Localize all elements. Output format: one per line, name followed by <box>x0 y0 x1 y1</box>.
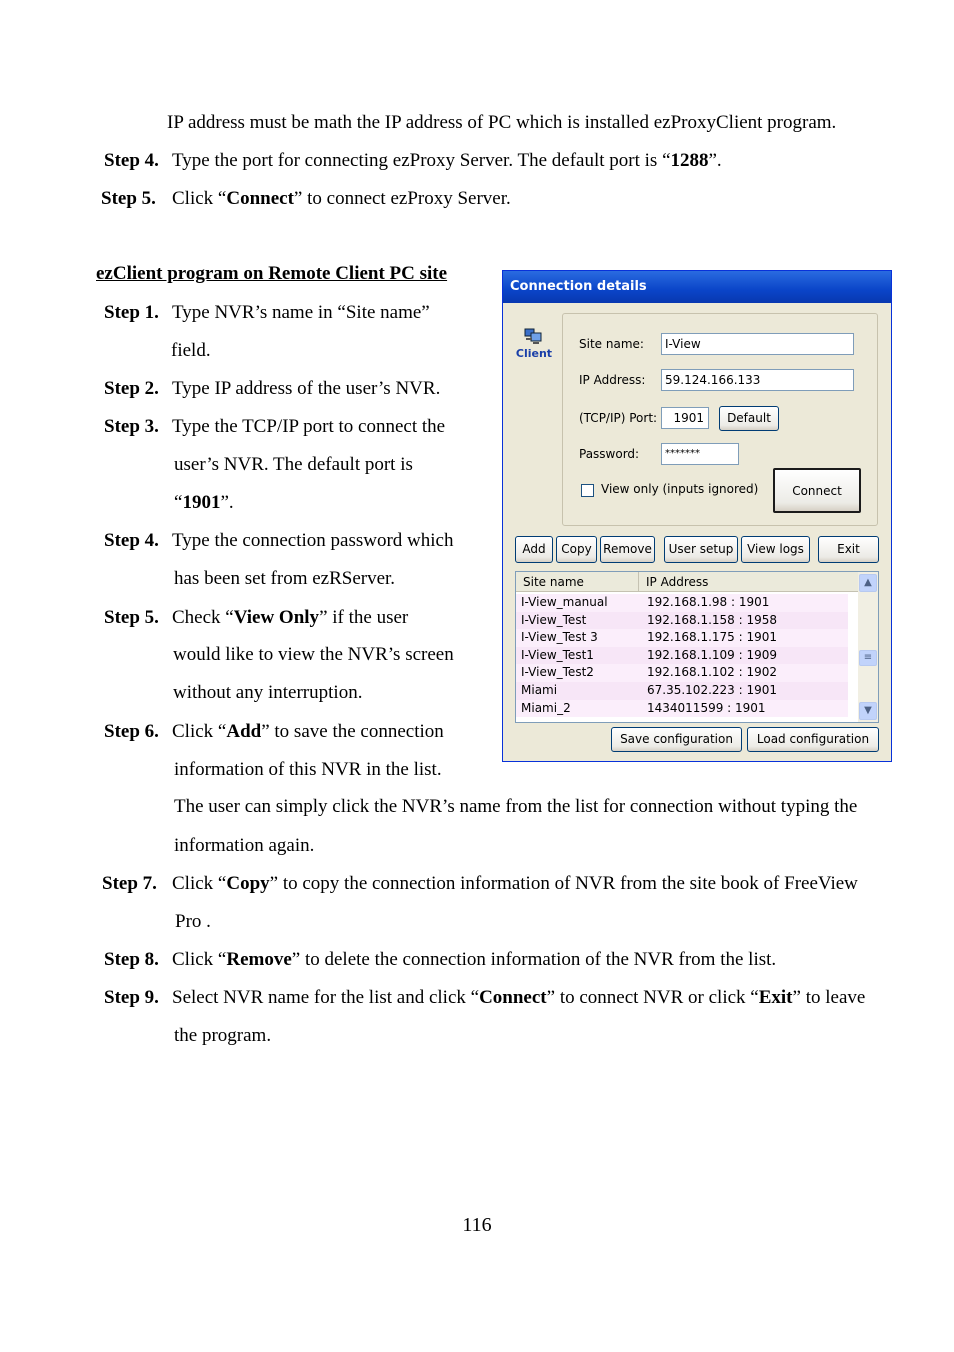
step-label: Step 9. <box>104 987 159 1008</box>
connect-button[interactable]: Connect <box>773 468 861 513</box>
ip-address-cell: 192.168.1.102 : 1902 <box>647 665 778 680</box>
text-line: information of this NVR in the list. <box>174 759 442 780</box>
client-label: Client <box>515 347 553 360</box>
step-label: Step 5. <box>101 188 156 209</box>
step-label: Step 8. <box>104 949 159 970</box>
table-row[interactable] <box>516 682 848 700</box>
text-line: Type NVR’s name in “Site name” <box>172 302 430 323</box>
text-line: IP address must be math the IP address of PC which is installed ezProxyClient program. <box>167 112 837 133</box>
text-line: the program. <box>174 1025 272 1046</box>
ip-address-cell: 67.35.102.223 : 1901 <box>647 683 778 697</box>
text-line: Pro . <box>175 911 211 932</box>
text-line: Click “Remove” to delete the connection information of the NVR from the list. <box>172 949 777 970</box>
text-line: Click “Connect” to connect ezProxy Server. <box>172 188 511 209</box>
copy-button[interactable]: Copy <box>556 536 597 563</box>
text-line: Type the TCP/IP port to connect the <box>172 416 446 437</box>
text-line: Click “Add” to save the connection <box>172 721 444 742</box>
remove-button[interactable]: Remove <box>600 536 655 563</box>
text-line: user’s NVR. The default port is <box>174 454 413 475</box>
text-line: information again. <box>174 835 315 856</box>
table-row[interactable] <box>516 612 848 630</box>
scroll-thumb[interactable]: ≡ <box>859 650 877 666</box>
step-label: Step 5. <box>104 607 159 628</box>
step-label: Step 7. <box>102 873 157 894</box>
view-logs-button[interactable]: View logs <box>741 536 810 563</box>
list-scrollbar[interactable] <box>858 572 878 722</box>
scroll-up-icon[interactable]: ▲ <box>859 574 877 592</box>
site-list[interactable] <box>515 571 879 723</box>
ip-address-cell: 192.168.1.98 : 1901 <box>647 595 770 609</box>
text-line: Click “Copy” to copy the connection information of NVR from the site book of FreeView <box>172 873 858 894</box>
text-line: Type the port for connecting ezProxy Server. The default port is “1288”. <box>172 150 722 171</box>
text-line: without any interruption. <box>173 682 363 703</box>
page-number: 116 <box>462 1214 492 1236</box>
step-label: Step 2. <box>104 378 159 399</box>
step-label: Step 6. <box>104 721 159 742</box>
section-heading: ezClient program on Remote Client PC site <box>96 263 448 284</box>
text-line: field. <box>171 340 211 361</box>
dialog-title: Connection details <box>503 271 891 303</box>
text-line: “1901”. <box>174 492 234 513</box>
table-row[interactable] <box>516 594 848 612</box>
table-row[interactable] <box>516 647 848 665</box>
table-row[interactable] <box>516 700 848 718</box>
view-only-checkbox[interactable] <box>581 484 594 497</box>
step-label: Step 1. <box>104 302 159 323</box>
ip-address-cell: 1434011599 : 1901 <box>647 700 766 715</box>
ip-address-cell: 192.168.1.158 : 1958 <box>647 612 778 627</box>
site-name-cell: I-View_Test1 <box>521 647 594 662</box>
site-name-cell: Miami <box>521 683 558 697</box>
ip-address-label: IP Address: <box>579 373 646 387</box>
computer-icon <box>523 327 545 347</box>
table-row[interactable] <box>516 629 848 647</box>
load-configuration-button[interactable]: Load configuration <box>747 727 879 752</box>
password-input[interactable]: ******* <box>661 443 739 465</box>
step-label: Step 4. <box>104 530 159 551</box>
password-label: Password: <box>579 447 640 461</box>
ip-address-cell: 192.168.1.175 : 1901 <box>647 630 778 645</box>
site-name-cell: I-View_Test <box>521 612 587 627</box>
site-name-label: Site name: <box>579 337 644 351</box>
port-input[interactable]: 1901 <box>661 407 709 429</box>
exit-button[interactable]: Exit <box>818 536 879 563</box>
user-setup-button[interactable]: User setup <box>664 536 738 563</box>
ip-address-cell: 192.168.1.109 : 1909 <box>647 647 778 662</box>
text-line: The user can simply click the NVR’s name from the list for connection without typing the <box>174 796 858 817</box>
site-name-cell: Miami_2 <box>521 700 571 715</box>
step-label: Step 3. <box>104 416 159 437</box>
port-label: (TCP/IP) Port: <box>579 411 658 425</box>
ip-address-input[interactable]: 59.124.166.133 <box>661 369 854 391</box>
step-label: Step 4. <box>104 150 159 171</box>
site-name-cell: I-View_Test 3 <box>521 630 598 645</box>
site-name-cell: I-View_manual <box>521 595 608 609</box>
table-row[interactable] <box>516 664 848 682</box>
scroll-down-icon[interactable]: ▼ <box>859 702 877 720</box>
text-line: Select NVR name for the list and click “Connect” to connect NVR or click “Exit” to leave <box>172 987 866 1008</box>
add-button[interactable]: Add <box>515 536 553 563</box>
text-line: Type the connection password which <box>172 530 454 551</box>
column-header-ip[interactable]: IP Address <box>639 572 860 592</box>
text-line: Type IP address of the user’s NVR. <box>172 378 441 399</box>
client-logo <box>515 327 553 360</box>
text-line: Check “View Only” if the user <box>172 607 409 628</box>
default-button[interactable]: Default <box>719 406 779 431</box>
text-line: would like to view the NVR’s screen <box>173 644 454 665</box>
view-only-label: View only (inputs ignored) <box>601 482 759 496</box>
connection-details-dialog <box>502 270 892 762</box>
text-line: has been set from ezRServer. <box>174 568 396 589</box>
column-header-site[interactable]: Site name <box>516 572 639 592</box>
site-name-cell: I-View_Test2 <box>521 665 594 680</box>
site-name-input[interactable]: I-View <box>661 333 854 355</box>
save-configuration-button[interactable]: Save configuration <box>611 727 742 752</box>
